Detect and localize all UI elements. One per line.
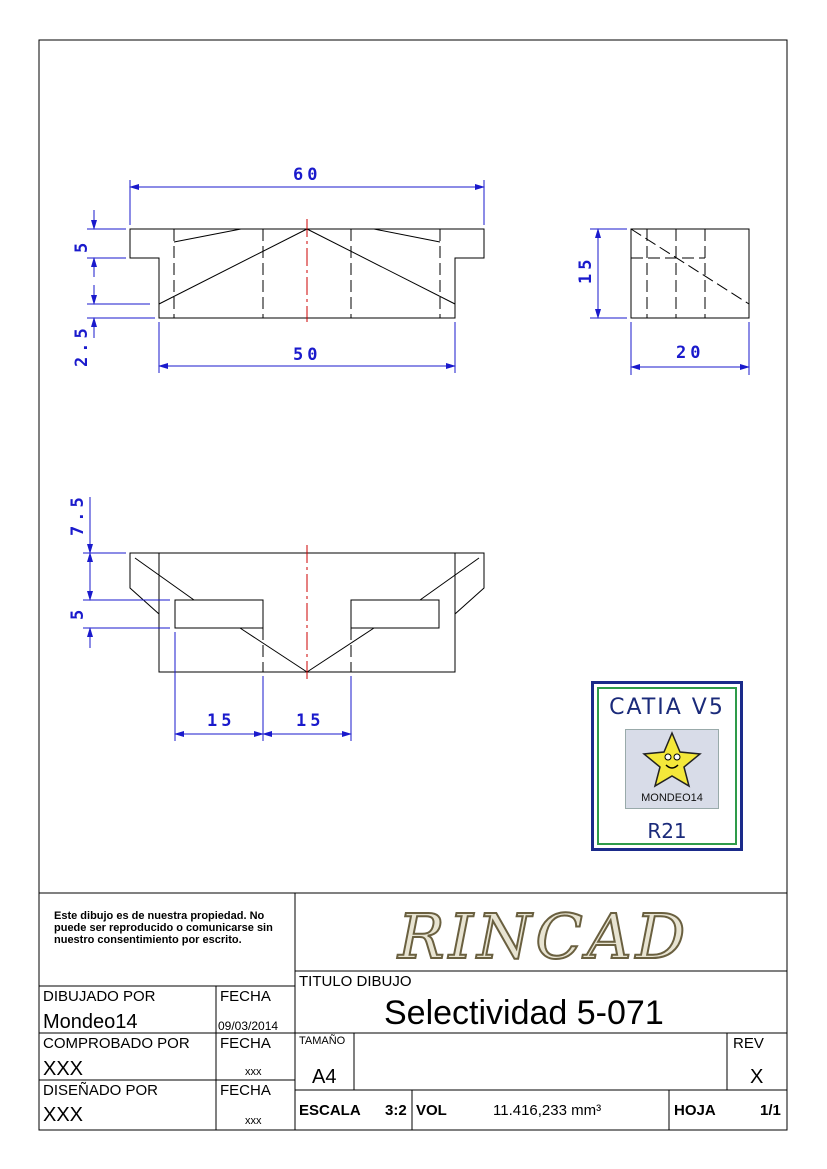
dim-7-5: 7.5 xyxy=(68,493,88,536)
escala-label: ESCALA xyxy=(299,1102,361,1119)
comprobado-label: COMPROBADO POR xyxy=(43,1035,190,1052)
dibujado-label: DIBUJADO POR xyxy=(43,988,156,1005)
front-view-dimensions xyxy=(87,180,484,373)
dibujado-value: Mondeo14 xyxy=(43,1011,138,1033)
ownership-notice: Este dibujo es de nuestra propiedad. No puede ser reproducido o comunicarse sin nuestro consentimiento por escrito. xyxy=(54,910,273,946)
side-view xyxy=(631,229,749,318)
release-label: R21 xyxy=(647,819,687,843)
dim-15-right: 15 xyxy=(296,711,325,731)
dim-5-front: 5 xyxy=(72,238,92,253)
rev-value: X xyxy=(750,1066,764,1088)
disenado-value: XXX xyxy=(43,1104,84,1126)
plan-view-dimensions xyxy=(83,497,351,741)
tamano-label: TAMAÑO xyxy=(299,1035,346,1047)
drawing-title: Selectividad 5-071 xyxy=(384,994,664,1032)
rev-label: REV xyxy=(733,1035,764,1052)
star-badge xyxy=(625,729,719,809)
mondeo-badge-text: MONDEO14 xyxy=(641,792,703,804)
dim-15-side: 15 xyxy=(576,255,596,284)
dim-50: 50 xyxy=(293,345,322,365)
vol-label: VOL xyxy=(416,1102,447,1119)
tamano-value: A4 xyxy=(312,1066,337,1088)
hoja-label: HOJA xyxy=(674,1102,716,1119)
plan-view xyxy=(130,545,484,680)
hoja-value: 1/1 xyxy=(760,1102,781,1119)
front-view xyxy=(130,219,484,322)
comprobado-value: XXX xyxy=(43,1058,84,1080)
side-view-dimensions xyxy=(590,229,749,375)
vol-value: 11.416,233 mm³ xyxy=(493,1102,602,1119)
dim-60: 60 xyxy=(293,165,322,185)
catia-logo xyxy=(591,681,743,851)
dim-20: 20 xyxy=(676,343,705,363)
catia-logo-frame xyxy=(597,687,737,845)
dim-5-plan: 5 xyxy=(68,605,88,620)
fecha3-label: FECHA xyxy=(220,1082,271,1099)
svg-text:RINCAD: RINCAD xyxy=(398,900,690,973)
star-icon xyxy=(626,730,718,790)
dim-2-5: 2.5 xyxy=(72,324,92,367)
dim-15-left: 15 xyxy=(207,711,236,731)
disenado-label: DISEÑADO POR xyxy=(43,1082,159,1099)
fecha3-value: xxx xyxy=(245,1115,262,1127)
fecha2-value: xxx xyxy=(245,1066,262,1078)
catia-title: CATIA V5 xyxy=(609,695,725,720)
fecha1-label: FECHA xyxy=(220,988,271,1005)
titulo-label: TITULO DIBUJO xyxy=(299,973,412,990)
escala-value: 3:2 xyxy=(385,1102,407,1119)
rincad-logo xyxy=(397,900,689,973)
fecha2-label: FECHA xyxy=(220,1035,271,1052)
fecha1-value: 09/03/2014 xyxy=(218,1019,279,1033)
